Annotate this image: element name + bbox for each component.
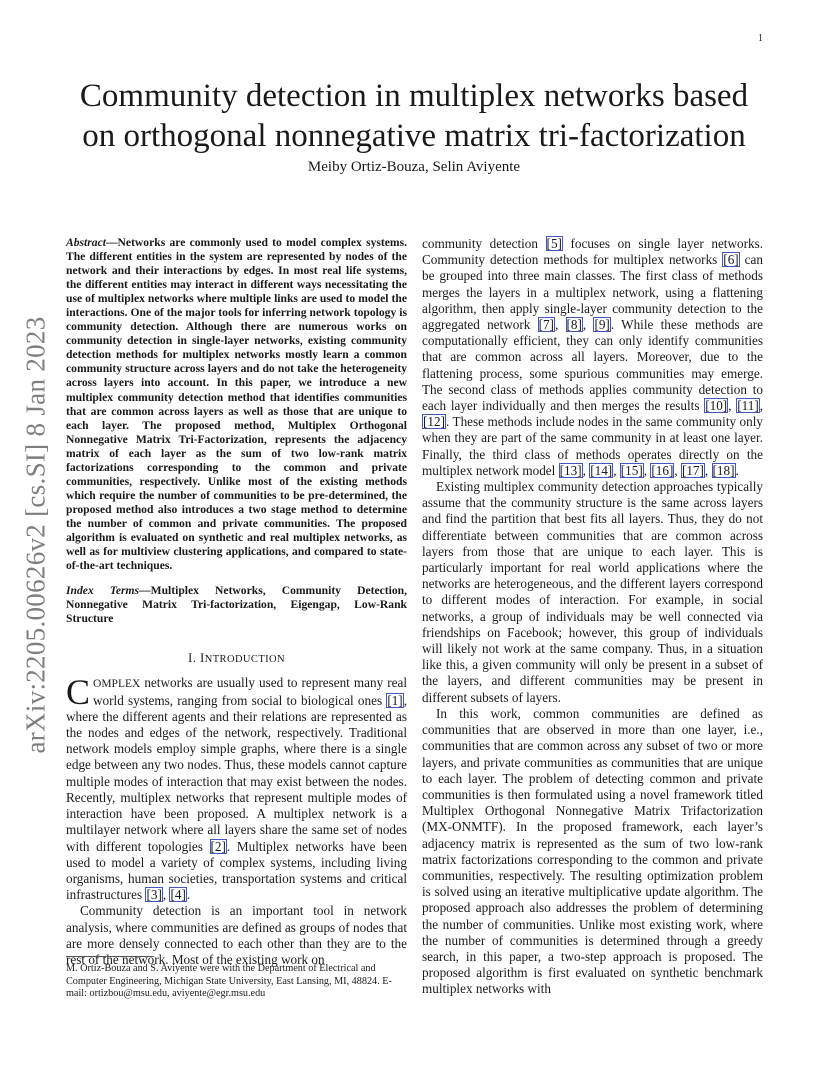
index-terms-text: —Multiplex Networks, Community Detection, Nonnegative Matrix Tri-factorization, Eigengap, Low-Rank Structure (66, 584, 407, 626)
section-heading-introduction: I. INTRODUCTION (188, 650, 285, 666)
citation-link[interactable]: [11] (737, 398, 759, 414)
citation-link[interactable]: [9] (594, 317, 610, 333)
authors: Meiby Ortiz-Bouza, Selin Aviyente (307, 159, 521, 175)
drop-cap: C (66, 672, 91, 713)
citation-link[interactable]: [5] (546, 236, 562, 251)
footnote: M. Ortiz-Bouza and S. Aviyente were with the Department of Electrical and Computer Engineering, Michigan State University, East Lansing, MI, 48824. E-mail: ortizbou@msu.edu, aviyente@egr.msu.edu (66, 963, 392, 1000)
citation-link[interactable]: [15] (620, 462, 643, 478)
citation-link[interactable]: [8] (566, 317, 582, 333)
citation-link[interactable]: [14] (590, 462, 613, 478)
paper-title: Community detection in multiplex networks based on orthogonal nonnegative matrix tri-factorization (79, 78, 749, 154)
intro-paragraph-2: Community detection is an important tool in network analysis, where communities are defined as groups of nodes that are more densely connected to each other than they are to the rest of the network. Most of the existing work on (66, 903, 407, 967)
abstract-text: —Networks are commonly used to model complex systems. The different entities in the system are represented by nodes of the network and their interactions by edges. In most real life systems, the different entities may interact in different ways necessitating the use of multiplex networks where multiple links are used to model the interactions. One of the major tools for inferring network topology is community detection. Although there are numerous works on community detection in single-layer networks, existing community detection methods for multiplex networks mostly learn a common community structure across layers and do not take the heterogeneity across layers into account. In this paper, we introduce a new multiplex community detection method that identifies communities that are common across layers as well as those that are unique to each layer. The proposed method, Multiplex Orthogonal Nonnegative Matrix Tri-Factorization, represents the adjacency matrix of each layer as the sum of two low-rank matrix factorizations corresponding to the common and private communities, respectively. Unlike most of the existing methods which require the number of communities to be pre-determined, the proposed method also introduces a two stage method to determine the number of common and private communities. The proposed algorithm is evaluated on synthetic and real multiplex networks, as well as for multiview clustering applications, and compared to state-of-the-art techniques. (66, 236, 407, 573)
right-column (422, 236, 763, 998)
right-paragraph-2: Existing multiplex community detection approaches typically assume that the community structure is the same across layers and find the partition that best fits all layers. Thus, they do not differentiate between communities that are common across layers from those that are unique to each layer. This is particularly important for real world applications where the networks are heterogeneous, and the different layers correspond to different modes of interaction. For example, in social networks, a group of individuals may be well connected via friendships on Facebook; however, this group of individuals will likely not work at the same company. Thus, in a situation like this, a given community will only be present in a subset of the layers, and different communities may be present in different subsets of layers. (422, 479, 763, 705)
citation-link[interactable]: [10] (705, 398, 728, 414)
right-paragraph-1: community detection [5] focuses on single layer networks. Community detection methods for multiplex networks [6] can be grouped into three main classes. The first class of methods merges the layers in a multiplex network, using a flattening algorithm, then apply single-layer community detection to the aggregated network [7], [8], [9]. While these methods are computationally efficient, they can only identify communities that are common across all layers. Moreover, due to the flattening process, some spurious communities may emerge. The second class of methods applies community detection to each layer individually and then merges the results [10], [11], [12]. These methods include nodes in the same community only when they are part of the same community in at least one layer. Finally, the third class of methods operates directly on the multiplex network model [13], [14], [15], [16], [17], [18]. (422, 236, 764, 478)
arxiv-id: arXiv:2205.00626v2 [cs.SI] 8 Jan 2023 (20, 316, 51, 754)
citation-link[interactable]: [7] (538, 317, 554, 333)
citation-link[interactable]: [3] (146, 887, 162, 903)
index-terms-lead: Index Terms (66, 584, 140, 598)
intro-paragraph-1: COMPLEX networks are usually used to represent many real world systems, ranging from social to biological ones [1], where the different agents and their relations are represented as the nodes and edges of the network, respectively. Traditional network models employ simple graphs, where there is a single edge between any two nodes. Thus, these models cannot capture multiple modes of interaction that may exist between the nodes. Recently, multiplex networks that represent multiple modes of interaction have been proposed. A multiplex network is a multilayer network where all layers share the same set of nodes with different topologies [2]. Multiplex networks have been used to model a variety of complex systems, including living organisms, human societies, transportation systems and critical infrastructures [3], [4]. (66, 672, 407, 903)
citation-link[interactable]: [12] (423, 414, 445, 430)
citation-link[interactable]: [18] (712, 462, 735, 478)
right-paragraph-3: In this work, common communities are defined as communities that are observed in more than one layer, i.e., communities that are common across any subset of two or more layers, and private communities as communities that are unique to each layer. The problem of detecting common and private communities is then formulated using a novel framework titled Multiplex Orthogonal Nonnegative Matrix Trifactorization (MX-ONMTF). In the proposed framework, each layer’s adjacency matrix is represented as the sum of two low-rank matrix factorizations corresponding to the common and private communities, respectively. The resulting optimization problem is solved using an iterative multiplicative update algorithm. The proposed approach also addresses the problem of determining the number of communities. Unlike most existing work, where the number of communities is determined through a greedy search, in this paper, a two-step approach is proposed. The proposed algorithm is first evaluated on synthetic benchmark multiplex networks with (422, 705, 763, 997)
citation-link[interactable]: [17] (681, 462, 704, 478)
footnote-rule (66, 956, 154, 957)
citation-link[interactable]: [4] (170, 887, 186, 903)
abstract-lead: Abstract (66, 236, 106, 249)
citation-link[interactable]: [16] (651, 462, 674, 478)
citation-link[interactable]: [2] (210, 838, 226, 854)
citation-link[interactable]: [6] (723, 252, 739, 268)
page-number: 1 (758, 33, 763, 44)
citation-link[interactable]: [13] (559, 462, 582, 478)
citation-link[interactable]: [1] (387, 692, 403, 708)
index-terms (66, 584, 407, 626)
abstract (66, 236, 407, 573)
arxiv-sidebar-stamp (14, 305, 58, 765)
left-column (66, 236, 407, 968)
